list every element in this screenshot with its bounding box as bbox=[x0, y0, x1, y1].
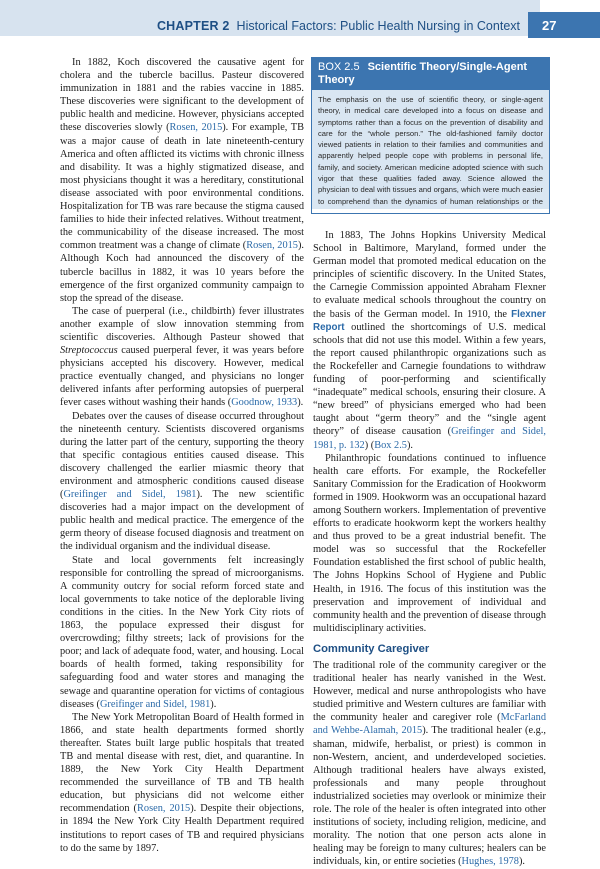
box-title: Scientific Theory/Single-Agent Theory bbox=[318, 61, 528, 86]
right-column bbox=[313, 229, 546, 869]
page-number-tab bbox=[528, 12, 600, 38]
box-2-5 bbox=[311, 57, 550, 214]
paragraph: Philanthropic foundations continued to influence health care efforts. For example, the Rockefeller Sanitary Commission for the Eradication of Hookworm formed in 1909. Hookworm was an occupational hazard among Southern workers. Implementation of preventive efforts to eradicate hookworm kept the workers healthy and thus proved to be a great industrial benefit. The model was so successful that the Rockefeller Foundation established the first school of public health, The Johns Hopkins School of Hygiene and Public Health, in 1916. The focus of this institution was the preservation and improvement of individual and community health and the prevention of disease through multidisciplinary activities. bbox=[313, 452, 546, 634]
box-header bbox=[312, 58, 549, 90]
paragraph: The New York Metropolitan Board of Health formed in 1866, and state health departments formed shortly thereafter. States built large public hospitals that treated TB and mental disease with rest, diet, and quarantine. In 1889, the New York City Health Department recommended the surveillance of TB and TB health education, but physicians did not welcome either recommendation (Rosen, 2015). Despite their objections, in 1894 the New York City Health Department required institutions to report cases of TB and required physicians to do the same by 1897. bbox=[60, 711, 304, 854]
paragraph: Debates over the causes of disease occurred throughout the nineteenth century. Scientists discovered organisms during the latter part of the century, supporting the theory that specific contagious entities caused disease. This discovery challenged the earlier miasmic theory that environment and atmospheric conditions caused disease (Greifinger and Sidel, 1981). The new scientific discoveries had a major impact on the development of public health and medical practice. The emergence of the germ theory of disease focused diagnosis and treatment on the individual organism and the individual disease. bbox=[60, 410, 304, 553]
paragraph: In 1883, The Johns Hopkins University Medical School in Baltimore, Maryland, formed under the German model that promoted medical education on the principles of scientific discovery. In the United States, the Carnegie Commission appointed Abraham Flexner to evaluate medical schools throughout the country on the basis of the German model. In 1910, the Flexner Report outlined the shortcomings of U.S. medical schools that did not use this model. Within a few years, the report caused philanthropic organizations such as the Rockefeller and Carnegie foundations to withdraw funding of poor-performing and scientifically “inadequate” medical schools, ensuring their closure. A “new breed” of physicians emerged who had been taught about “germ theory” and the “single agent theory” of disease causation (Greifinger and Sidel, 1981, p. 132) (Box 2.5). bbox=[313, 230, 546, 451]
citation-link[interactable]: Hughes, 1978 bbox=[461, 856, 519, 868]
box-label: BOX 2.5 bbox=[318, 61, 360, 73]
box-body: The emphasis on the use of scientific theory, or single-agent theory, in medical care developed into a focus on disease and symptoms rather than a focus on the prevention of disability and care for the “whole person.” The old-fashioned family doctor viewed patients in relation to their families and communities and apparently helped people cope with problems in personal life, family, and society. American medicine adopted science with such vigor that these qualities faded away. Science allowed the physician to deal with tissues and organs, which were much easier to comprehend than the dynamics of human relationships or the bbox=[312, 90, 549, 209]
section-heading: Community Caregiver bbox=[313, 642, 430, 655]
paragraph: The case of puerperal (i.e., childbirth) fever illustrates another example of slow innovation stemming from scientific discoveries. Although Pasteur showed that Streptococcus caused puerperal fever, it was years before physicians accepted his discovery. However, medical practice eventually changed, and physicians no longer delivered infants after performing autopsies of puerperal fever cases without washing their hands (Goodnow, 1933). bbox=[60, 305, 304, 409]
paragraph: The traditional role of the community caregiver or the traditional healer has nearly vanished in the West. However, medical and nurse anthropologists who have studied primitive and Western cultures are familiar with the community healer and caregiver role (McFarland and Wehbe-Alamah, 2015). The traditional healer (e.g., shaman, midwife, herbalist, or priest) is common in non-Western, ancient, and underdeveloped societies. Although traditional healers have always existed, professionals and many people throughout industrialized societies may overlook or minimize their role. The role of the healer is often integrated into other institutions of society, including religion, medicine, and morality. The notion that one person acts alone in healing may be foreign to many cultures; healers can be individuals, kin, or entire societies (Hughes, 1978). bbox=[313, 660, 547, 868]
page-number: 27 bbox=[542, 18, 557, 33]
paragraph: In 1882, Koch discovered the causative agent for cholera and the tubercle bacillus. Pasteur discovered immunization in 1881 and the rabies vaccine in 1885. These discoveries were significant to the development of public health and medicine. However, physicians accepted these discoveries slowly (Rosen, 2015). For example, TB was a major cause of death in late nineteenth-century America and often afflicted its victims with chronic illness and disability. It was a highly stigmatized disease, and most physicians thought it was a hereditary, constitutional disease associated with poor environmental conditions. Hospitalization for TB was rare because the stigma caused families to hide their infected relatives. Without treatment, the communicability of the disease increased. The most common treatment was a change of climate (Rosen, 2015). Although Koch had announced the discovery of the tubercle bacillus in 1882, it was 10 years before the emergence of the first organized community campaign to stop the spread of the disease. bbox=[60, 57, 305, 304]
page-header bbox=[0, 0, 600, 37]
citation-link[interactable]: McFarland and Wehbe-Alamah, 2015 bbox=[313, 712, 546, 737]
flexner-report-term[interactable]: Flexner Report bbox=[313, 308, 546, 333]
chapter-label: CHAPTER 2 bbox=[156, 19, 230, 33]
chapter-title: Historical Factors: Public Health Nursing in Context bbox=[236, 19, 520, 33]
paragraph: State and local governments felt increasingly responsible for controlling the spread of microorganisms. A community outcry for social reform forced state and local governments to take notice of the deplorable living conditions in the cities. In the New York City riots of 1863, the populace expressed their disgust for overcrowding; filthy streets; lack of provisions for the poor; and lack of adequate food, water, and housing. Local boards of health formed, taking responsibility for safeguarding food and water stores and managing the sewage and quarantine operation for victims of contagious diseases (Greifinger and Sidel, 1981). bbox=[60, 554, 304, 710]
running-head bbox=[157, 19, 520, 33]
citation-link[interactable]: Rosen, 2015 bbox=[137, 803, 191, 815]
citation-link[interactable]: Greifinger and Sidel, 1981, p. 132 bbox=[313, 426, 546, 451]
citation-link[interactable]: Greifinger and Sidel, 1981 bbox=[63, 489, 197, 501]
citation-link[interactable]: Rosen, 2015 bbox=[169, 122, 223, 134]
left-column bbox=[60, 56, 304, 855]
box-reference-link[interactable]: Box 2.5 bbox=[374, 439, 407, 451]
citation-link[interactable]: Greifinger and Sidel, 1981 bbox=[99, 698, 211, 710]
citation-link[interactable]: Rosen, 2015 bbox=[246, 240, 298, 252]
citation-link[interactable]: Goodnow, 1933 bbox=[231, 397, 298, 409]
